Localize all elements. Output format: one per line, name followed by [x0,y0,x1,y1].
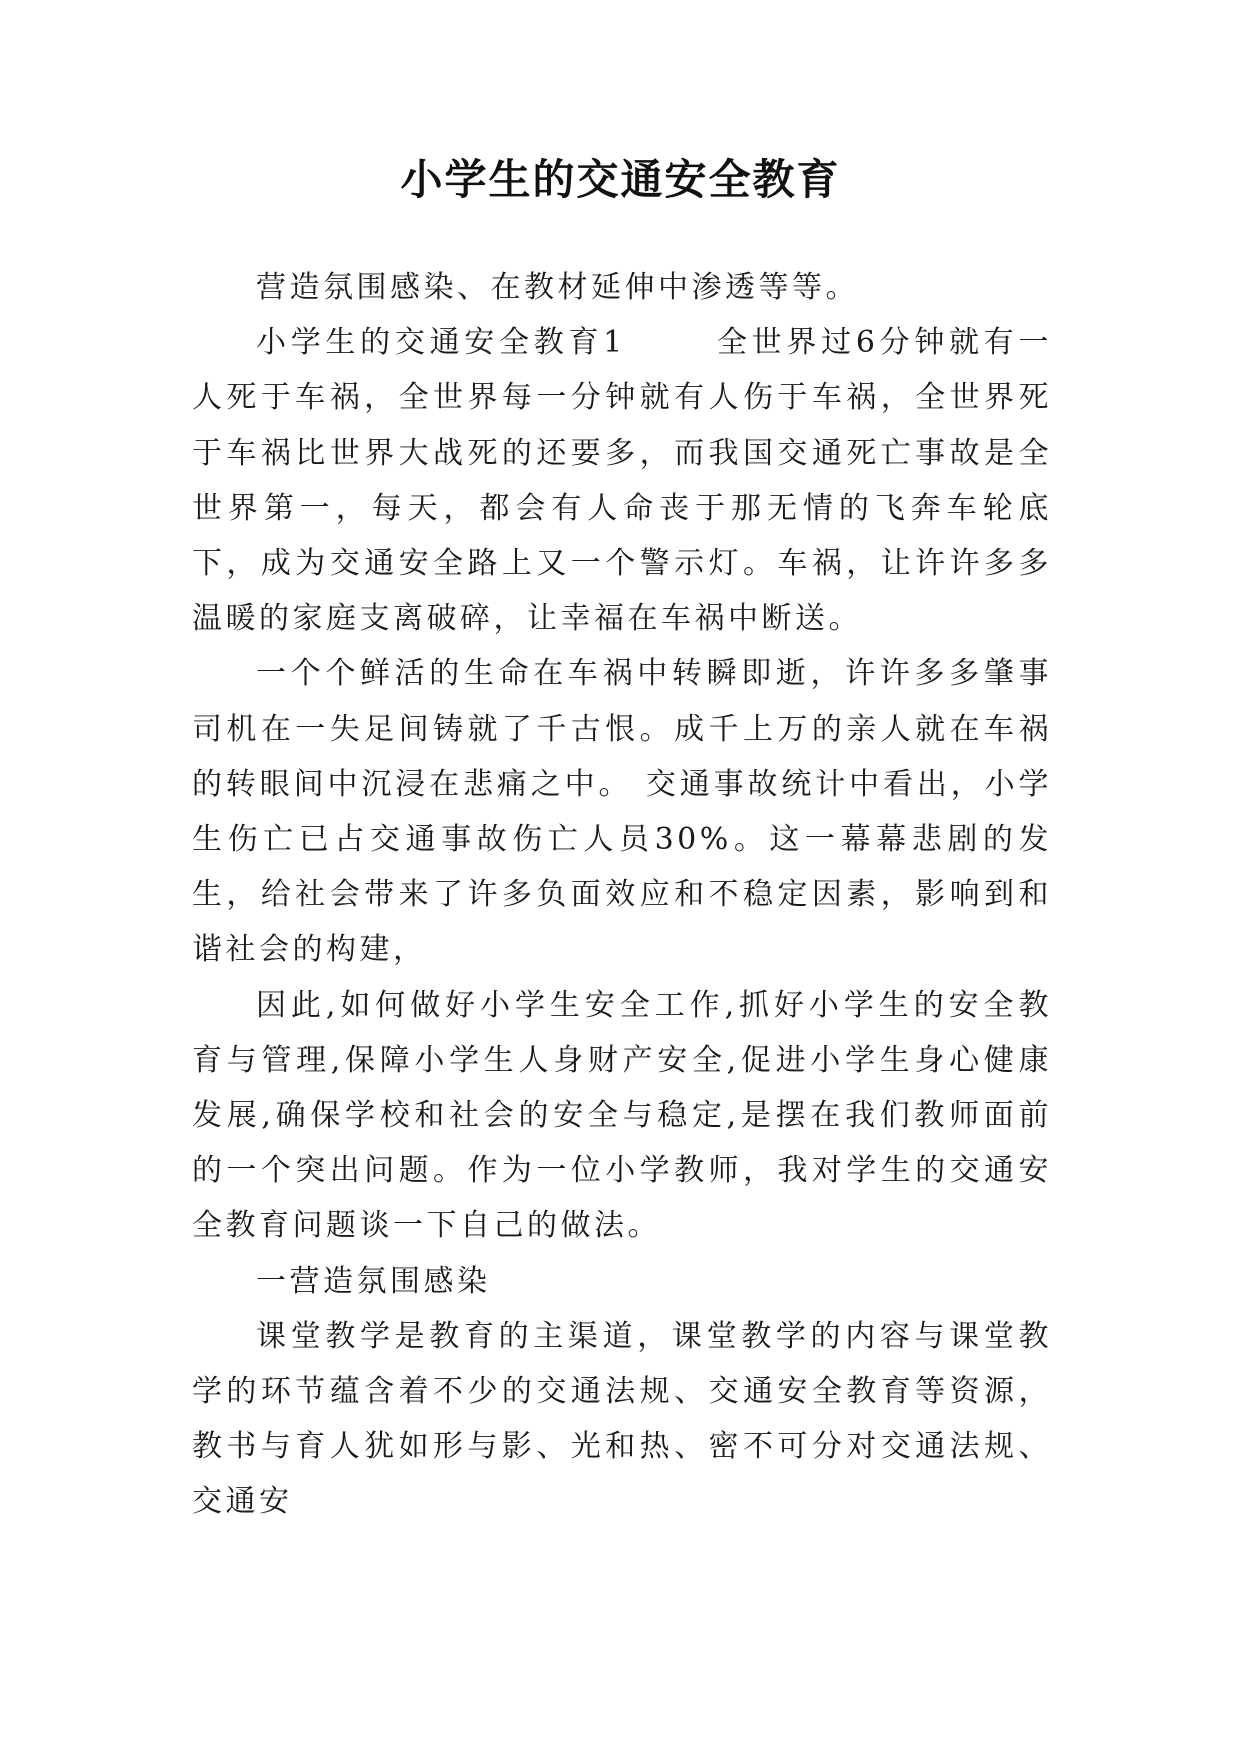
paragraph [192,1309,1052,1530]
section-heading-inline: 小学生的交通安全教育1 [256,325,626,361]
paragraph [192,646,1052,977]
paragraph [192,260,1052,315]
paragraph-text: 全世界过6分钟就有一人死于车祸，全世界每一分钟就有人伤于车祸，全世界死于车祸比世界大战死的还要多，而我国交通死亡事故是全世界第一，每天，都会有人命丧于那无情的飞奔车轮底下，成为交通安全路上又一个警示灯。车祸，让许许多多温暖的家庭支离破碎，让幸福在车祸中断送。 [192,325,1052,637]
paragraph [192,1254,1052,1309]
paragraph-text: 一个个鲜活的生命在车祸中转瞬即逝，许许多多肇事司机在一失足间铸就了千古恨。成千上万的亲人就在车祸的转眼间中沉浸在悲痛之中。 交通事故统计中看出，小学生伤亡已占交通事故伤亡人员30%。这一幕幕悲剧的发生，给社会带来了许多负面效应和不稳定因素，影响到和谐社会的构建， [192,656,1052,968]
document-body [192,260,1052,1530]
section-heading: 一营造氛围感染 [256,1263,491,1299]
paragraph-text: 课堂教学是教育的主渠道，课堂教学的内容与课堂教学的环节蕴含着不少的交通法规、交通安全教育等资源，教书与育人犹如形与影、光和热、密不可分对交通法规、交通安 [192,1318,1052,1520]
paragraph [192,315,1052,646]
paragraph-text: 因此,如何做好小学生安全工作,抓好小学生的安全教育与管理,保障小学生人身财产安全,促进小学生身心健康发展,确保学校和社会的安全与稳定,是摆在我们教师面前的一个突出问题。作为一位小学教师，我对学生的交通安全教育问题谈一下自己的做法。 [192,987,1052,1244]
paragraph-text: 营造氛围感染、在教材延伸中渗透等等。 [256,270,859,305]
document-title: 小学生的交通安全教育 [400,155,841,204]
paragraph [192,978,1052,1254]
